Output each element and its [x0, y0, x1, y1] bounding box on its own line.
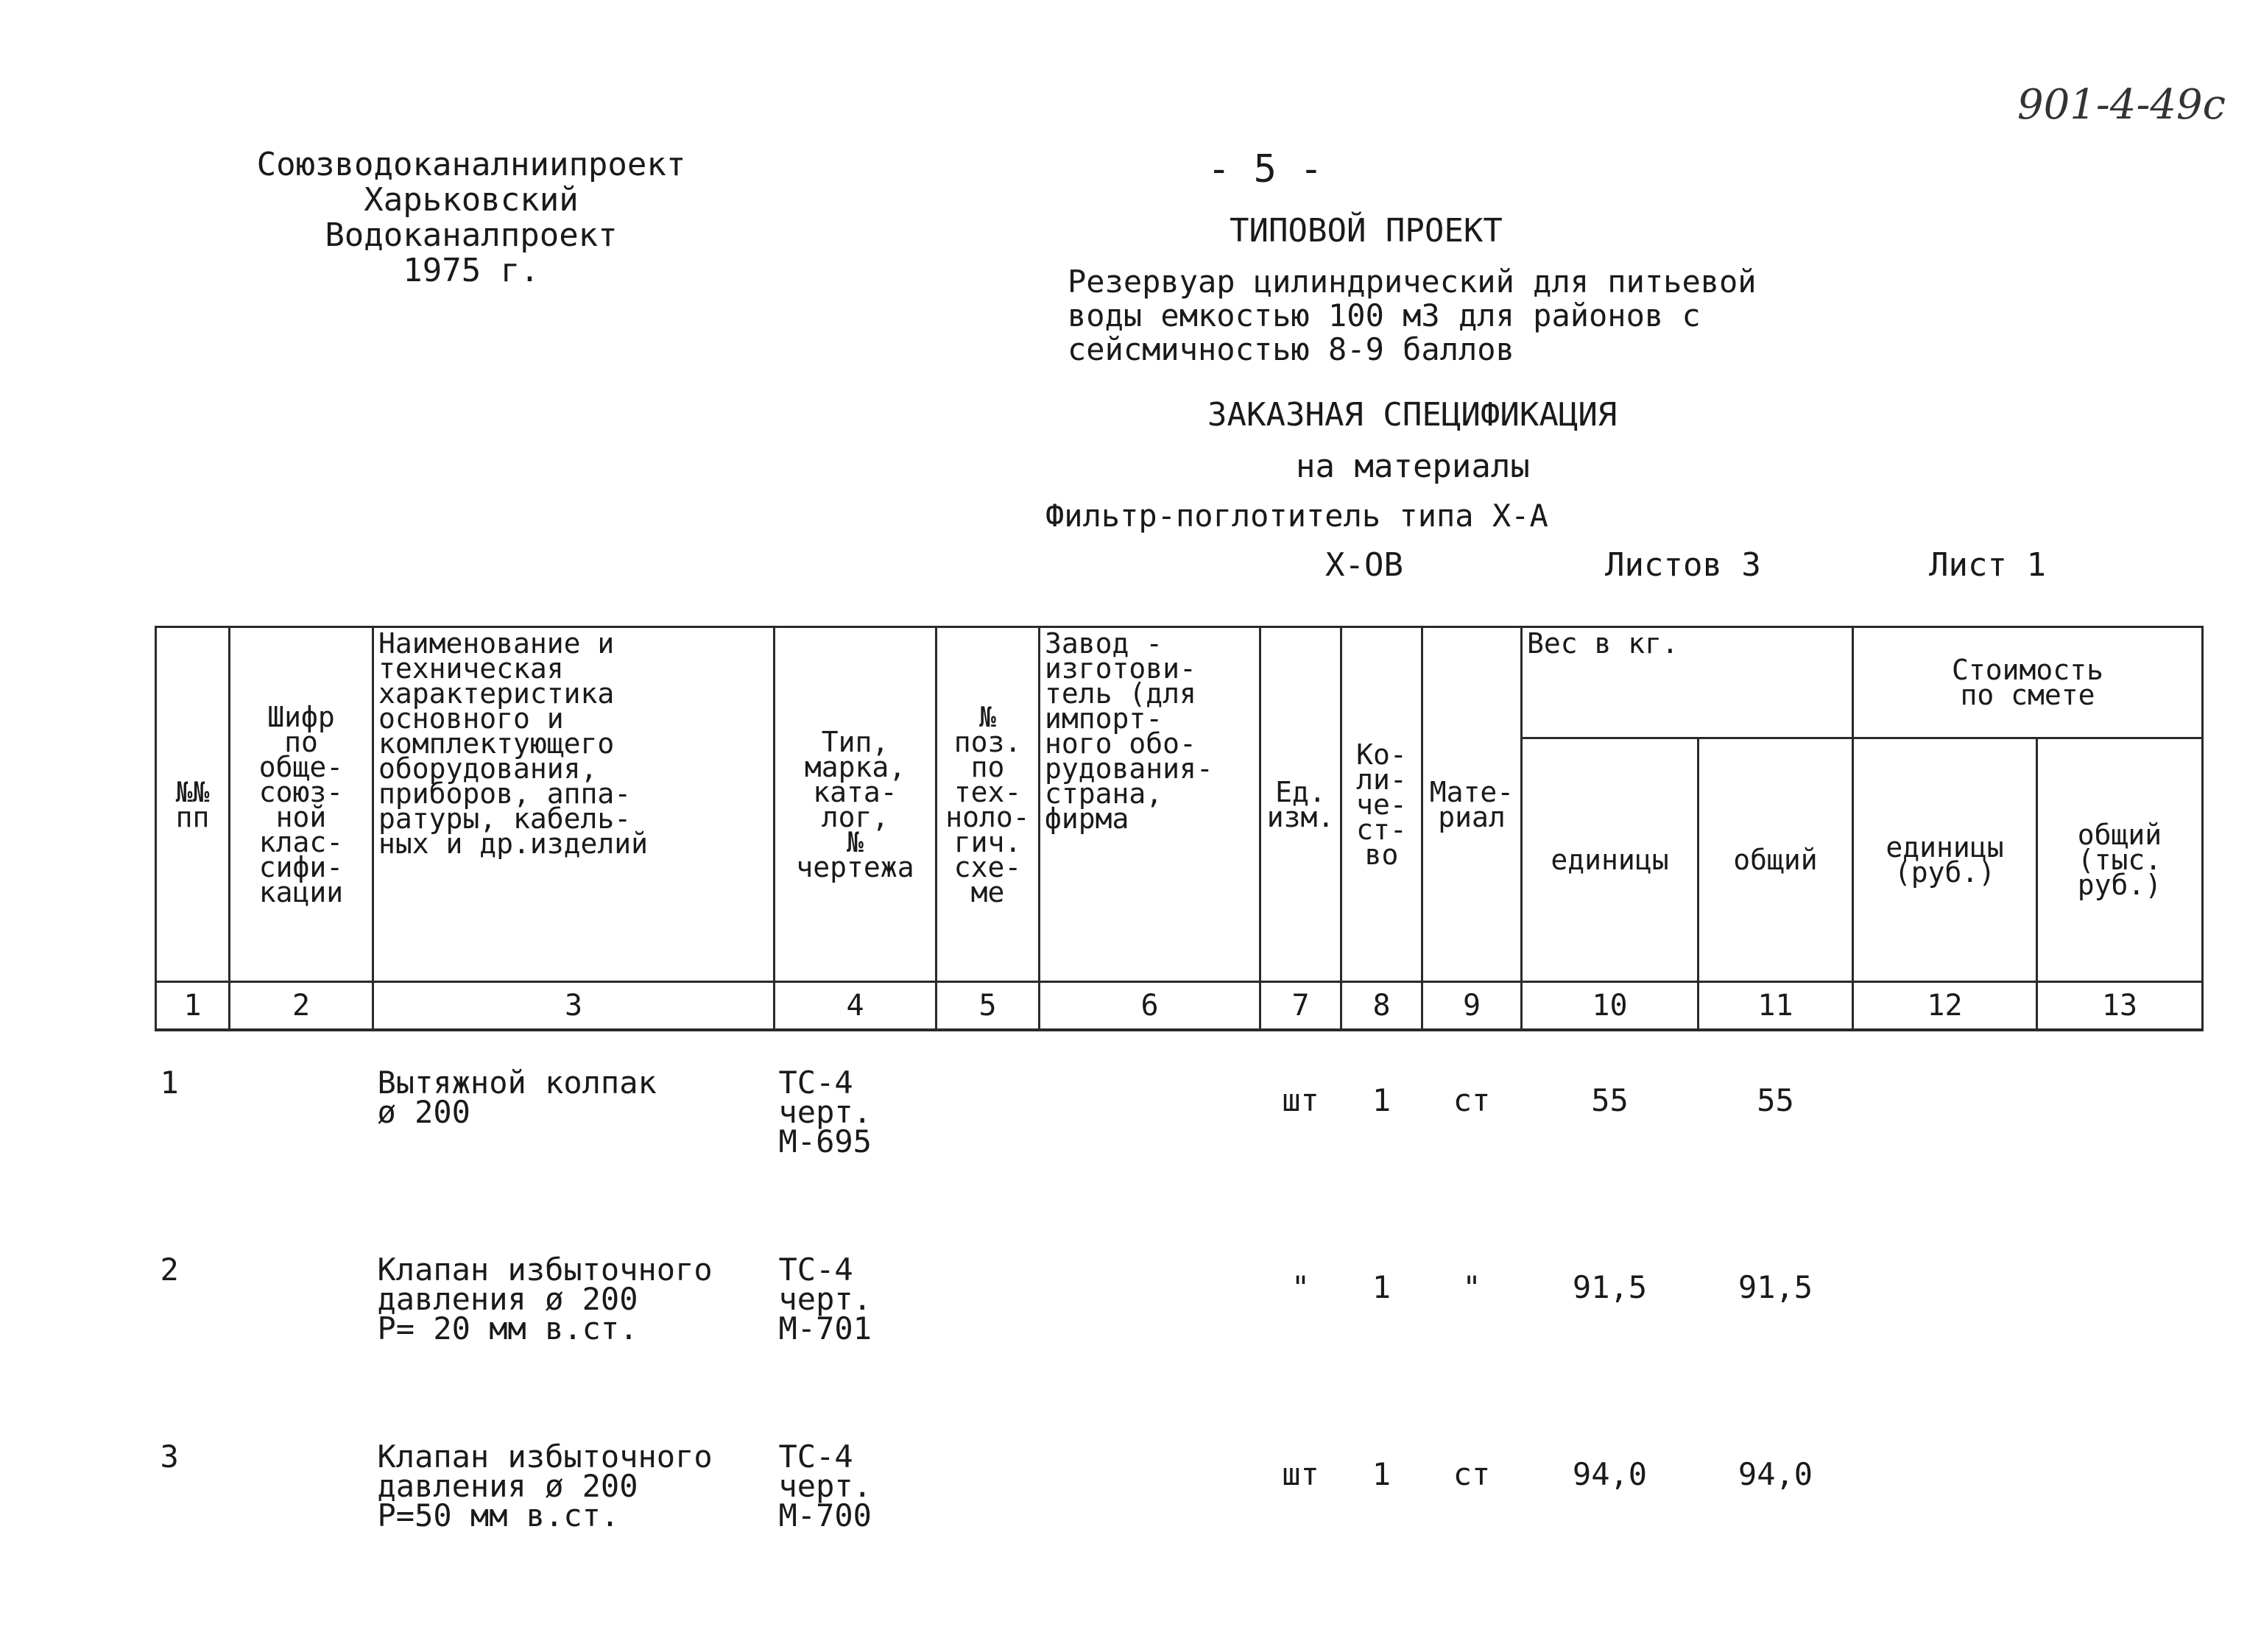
row-cost-unit	[1853, 1218, 2037, 1405]
header-weight-unit: единицы	[1522, 738, 1699, 982]
header-num: №№ пп	[156, 627, 230, 982]
row-classification	[230, 1405, 373, 1592]
column-number: 6	[1040, 982, 1260, 1031]
column-number: 9	[1422, 982, 1522, 1031]
column-number: 3	[373, 982, 775, 1031]
row-material: ст	[1453, 1456, 1491, 1492]
row-cost-unit	[1853, 1405, 2037, 1592]
page-number: - 5 -	[1207, 147, 1323, 191]
row-unit: шт	[1282, 1082, 1319, 1118]
column-number: 2	[230, 982, 373, 1031]
column-number: 4	[775, 982, 937, 1031]
spec-subtitle: на материалы	[1296, 448, 1530, 485]
row-weight-total: 55	[1757, 1082, 1794, 1118]
row-manufacturer	[1040, 1030, 1260, 1218]
organization-year: 1975 г.	[403, 252, 540, 289]
row-name: Клапан избыточного давления ø 200 Р=50 мм в.ст.	[377, 1439, 713, 1533]
project-title	[1068, 265, 1951, 367]
row-material: ст	[1453, 1082, 1491, 1118]
sheet-number: Лист 1	[1929, 546, 2046, 584]
header-quantity: Ко- ли- че- ст- во	[1341, 627, 1422, 982]
row-material: "	[1462, 1269, 1481, 1305]
column-number: 1	[156, 982, 230, 1031]
row-cost-total	[2037, 1218, 2203, 1405]
project-type: ТИПОВОЙ ПРОЕКТ	[1230, 212, 1503, 250]
row-type: ТС-4 черт. М-695	[778, 1065, 872, 1159]
row-classification	[230, 1030, 373, 1218]
organization-line: Харьковский	[364, 181, 579, 219]
column-number: 10	[1522, 982, 1699, 1031]
header-weight-total: общий	[1699, 738, 1853, 982]
row-num: 2	[160, 1252, 179, 1288]
row-manufacturer	[1040, 1218, 1260, 1405]
row-name: Вытяжной колпак ø 200	[377, 1065, 657, 1130]
row-type: ТС-4 черт. М-701	[778, 1252, 872, 1346]
organization-line: Союзводоканалниипроект	[256, 146, 686, 183]
row-weight-unit: 94,0	[1572, 1456, 1648, 1492]
row-type: ТС-4 черт. М-700	[778, 1439, 872, 1533]
project-title-line: сейсмичностью 8-9 баллов	[1068, 331, 1514, 367]
header-cost-group: Стоимость по смете	[1853, 627, 2203, 738]
row-weight-total: 94,0	[1738, 1456, 1813, 1492]
header-manufacturer: Завод - изготови- тель (для импорт- ного обо- рудования- страна, фирма	[1040, 627, 1260, 982]
header-name: Наименование и техническая характеристика основного и комплектующего оборудования, приборов, аппа- ратуры, кабель- ных и др.изделий	[373, 627, 775, 982]
row-cost-unit	[1853, 1030, 2037, 1218]
header-position: № поз. по тех- ноло- гич. схе- ме	[937, 627, 1040, 982]
header-unit: Ед. изм.	[1260, 627, 1341, 982]
organization-block	[236, 147, 707, 289]
row-num: 3	[160, 1439, 179, 1475]
specification-table	[155, 626, 2204, 1592]
header-cost-total: общий (тыс. руб.)	[2037, 738, 2203, 982]
column-number: 13	[2037, 982, 2203, 1031]
row-classification	[230, 1218, 373, 1405]
header-weight-group: Вес в кг.	[1522, 627, 1853, 738]
project-title-line: Резервуар цилиндрический для питьевой	[1068, 264, 1757, 300]
row-weight-total: 91,5	[1738, 1269, 1813, 1305]
row-cost-total	[2037, 1030, 2203, 1218]
column-number: 5	[937, 982, 1040, 1031]
column-number: 12	[1853, 982, 2037, 1031]
column-number: 8	[1341, 982, 1422, 1031]
filter-line: Фильтр-поглотитель типа Х-А	[1045, 498, 1548, 534]
row-position	[937, 1405, 1040, 1592]
row-quantity: 1	[1372, 1269, 1391, 1305]
header-material: Мате- риал	[1422, 627, 1522, 982]
column-number: 7	[1260, 982, 1341, 1031]
row-unit: "	[1291, 1269, 1311, 1305]
row-weight-unit: 91,5	[1572, 1269, 1648, 1305]
document-code: 901-4-49с	[2017, 81, 2226, 129]
sheets-total: Листов 3	[1605, 546, 1761, 584]
row-weight-unit: 55	[1591, 1082, 1629, 1118]
header-classification-code: Шифр по обще- союз- ной клас- сифи- кации	[230, 627, 373, 982]
project-title-line: воды емкостью 100 м3 для районов с	[1068, 297, 1701, 333]
row-position	[937, 1030, 1040, 1218]
row-manufacturer	[1040, 1405, 1260, 1592]
sheet-code: Х-ОВ	[1325, 546, 1403, 584]
row-quantity: 1	[1372, 1082, 1391, 1118]
table-row	[156, 1030, 2203, 1218]
table-row	[156, 1218, 2203, 1405]
row-num: 1	[160, 1065, 179, 1101]
row-position	[937, 1218, 1040, 1405]
row-cost-total	[2037, 1405, 2203, 1592]
column-number: 11	[1699, 982, 1853, 1031]
row-name: Клапан избыточного давления ø 200 Р= 20 мм в.ст.	[377, 1252, 713, 1346]
row-quantity: 1	[1372, 1456, 1391, 1492]
table-row	[156, 1405, 2203, 1592]
header-type: Тип, марка, ката- лог, № чертежа	[775, 627, 937, 982]
organization-line: Водоканалпроект	[325, 216, 618, 254]
spec-title: ЗАКАЗНАЯ СПЕЦИФИКАЦИЯ	[1207, 396, 1618, 434]
row-unit: шт	[1282, 1456, 1319, 1492]
header-cost-unit: единицы (руб.)	[1853, 738, 2037, 982]
